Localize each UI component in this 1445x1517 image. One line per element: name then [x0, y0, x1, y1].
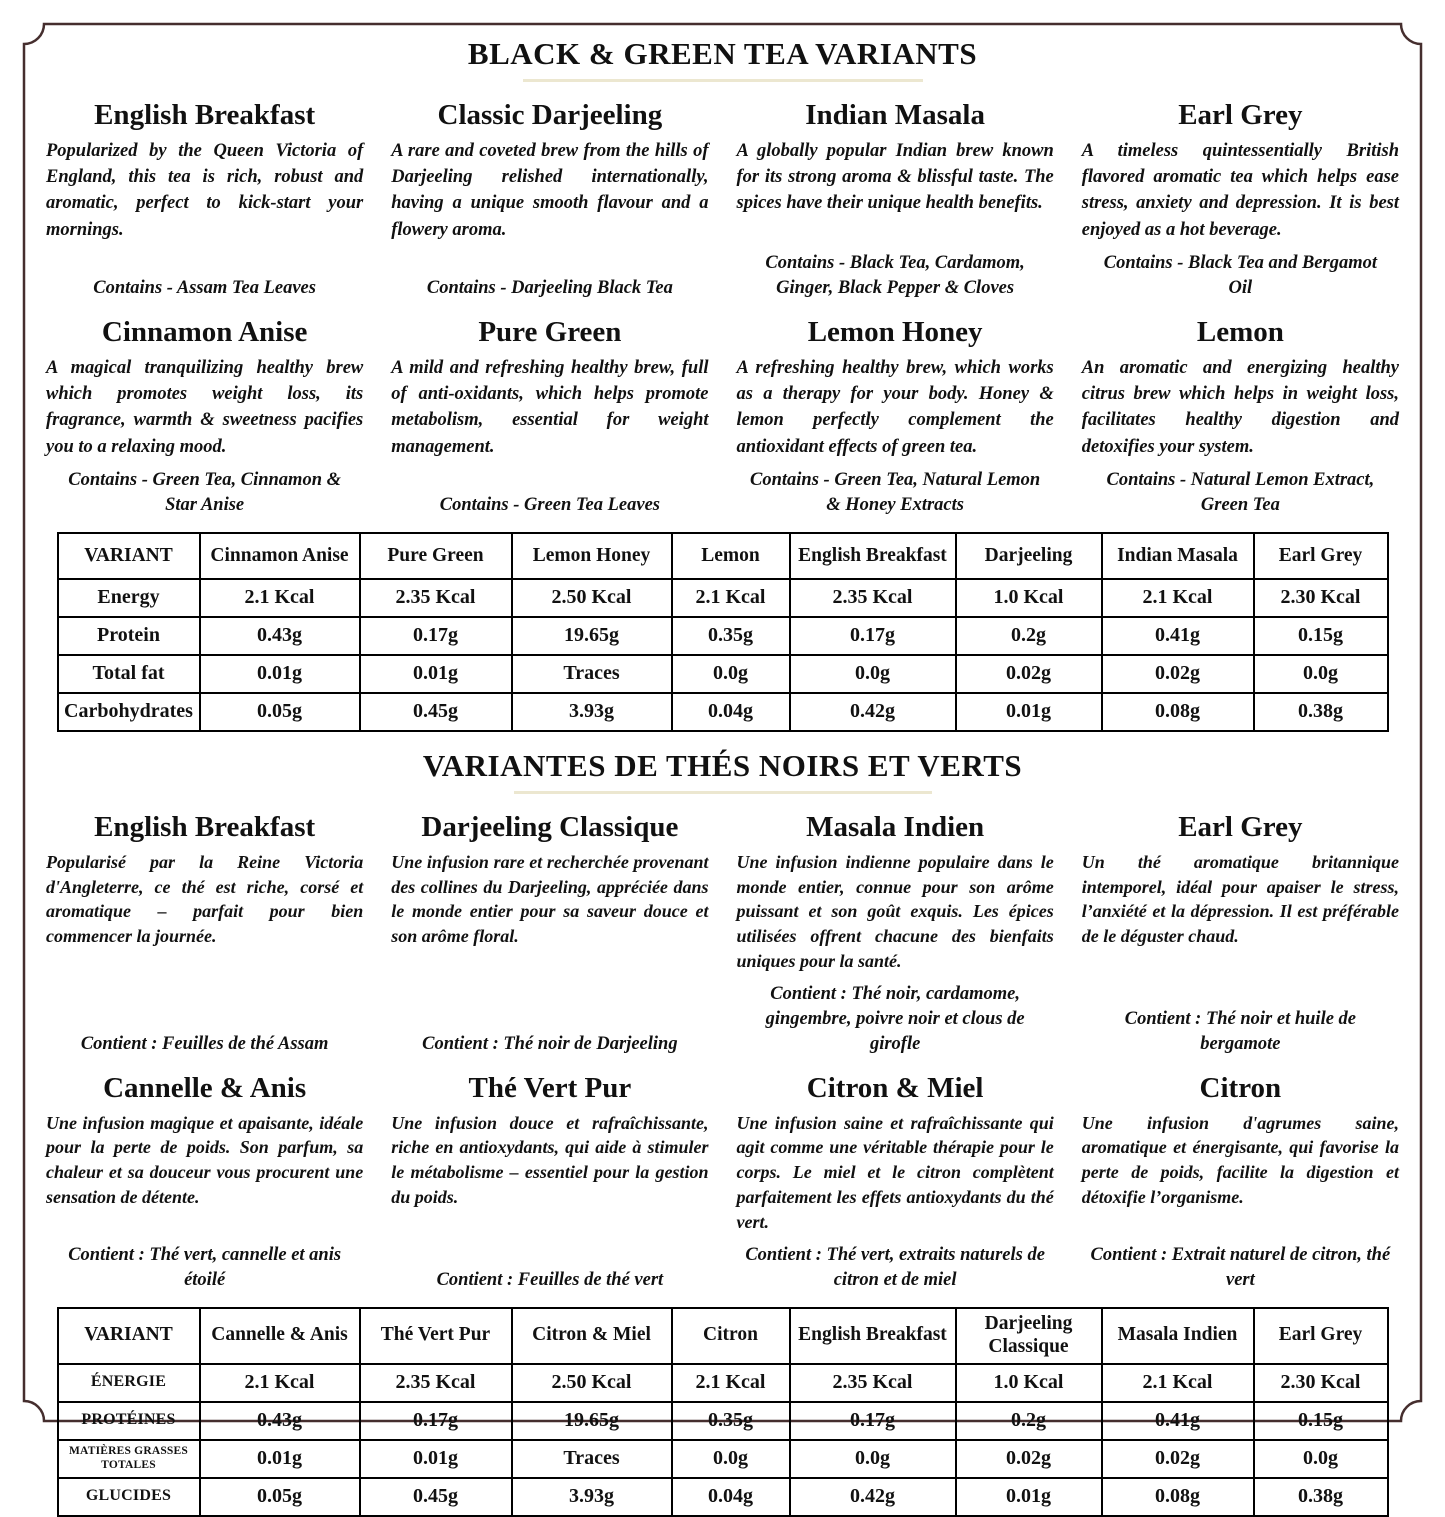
nutrition-value: 0.38g — [1254, 1478, 1388, 1516]
tea-contains: Contient : Thé vert, extraits naturels de citron et de miel — [745, 1244, 1045, 1290]
nutrition-value: 0.41g — [1102, 617, 1254, 655]
section-title-en: BLACK & GREEN TEA VARIANTS — [467, 36, 978, 71]
nutrition-value: 0.43g — [200, 1402, 360, 1440]
nutrition-value: 0.45g — [360, 1478, 512, 1516]
tea-card-cinnamon-anise — [46, 309, 363, 526]
nutrition-value: 0.17g — [360, 617, 512, 655]
tea-card-earl-grey-fr — [1082, 804, 1399, 1065]
tea-contains: Contient : Feuilles de thé Assam — [80, 1033, 329, 1054]
table-header-row — [58, 533, 1388, 579]
nutrition-value: 0.01g — [360, 1440, 512, 1478]
tea-card-classic-darjeeling — [391, 92, 708, 309]
tea-description: Popularized by the Queen Victoria of England, this tea is rich, robust and aromatic, perfect to kick-start your mornings. — [46, 140, 364, 240]
tea-description: A refreshing healthy brew, which works as a therapy for your body. Honey & lemon perfectly complement the antioxidant effects of green tea. — [736, 357, 1054, 457]
row-label: GLUCIDES — [58, 1478, 200, 1516]
tea-card-cannelle-anis — [46, 1065, 363, 1301]
nutrition-value: 0.0g — [790, 1440, 956, 1478]
tea-name: Pure Green — [478, 315, 622, 348]
tea-contains: Contains - Green Tea, Natural Lemon & Honey Extracts — [750, 469, 1041, 515]
tea-name: Cinnamon Anise — [101, 315, 308, 348]
nutrition-value: 0.0g — [790, 655, 956, 693]
nutrition-value: 0.17g — [790, 617, 956, 655]
tea-contains: Contains - Natural Lemon Extract, Green Tea — [1106, 469, 1375, 515]
tea-contains: Contains - Assam Tea Leaves — [93, 277, 316, 298]
tea-description: Popularisé par la Reine Victoria d'Angleterre, ce thé est riche, corsé et aromatique – parfait pour bien commencer la journée. — [46, 851, 364, 947]
nutrition-value: 3.93g — [512, 693, 672, 731]
nutrition-value: 0.0g — [1254, 1440, 1388, 1478]
table-header-row — [58, 1308, 1388, 1364]
nutrition-value: 2.30 Kcal — [1254, 1364, 1388, 1402]
tea-name: Thé Vert Pur — [468, 1071, 632, 1104]
column-header: Citron — [672, 1308, 790, 1364]
column-header: Lemon Honey — [512, 533, 672, 579]
section-title-fr: VARIANTES DE THÉS NOIRS ET VERTS — [422, 747, 1023, 783]
row-label: Protein — [58, 617, 200, 655]
nutrition-value: 1.0 Kcal — [956, 579, 1102, 617]
column-header: Pure Green — [360, 533, 512, 579]
column-header: Citron & Miel — [512, 1308, 672, 1364]
nutrition-value: 0.05g — [200, 693, 360, 731]
nutrition-value: 0.38g — [1254, 693, 1388, 731]
tea-card-lemon — [1082, 309, 1399, 526]
nutrition-value: 0.35g — [672, 617, 790, 655]
column-header: Cannelle & Anis — [200, 1308, 360, 1364]
table-row — [58, 1440, 1388, 1478]
nutrition-value: 2.1 Kcal — [1102, 1364, 1254, 1402]
tea-card-masala-indien — [737, 804, 1054, 1065]
title-underline — [514, 791, 932, 794]
tea-name: Earl Grey — [1178, 99, 1303, 131]
tea-description: Une infusion saine et rafraîchissante qui agit comme une véritable thérapie pour le corps. Le miel et le citron complètent parfaitement les effets antioxydants du thé vert. — [736, 1112, 1054, 1232]
tea-contains: Contient : Thé noir de Darjeeling — [422, 1033, 678, 1054]
nutrition-value: 0.04g — [672, 1478, 790, 1516]
tea-contains: Contient : Extrait naturel de citron, thé vert — [1090, 1244, 1391, 1290]
nutrition-value: Traces — [512, 1440, 672, 1478]
tea-contains: Contains - Black Tea and Bergamot Oil — [1103, 252, 1377, 298]
table-row — [58, 579, 1388, 617]
nutrition-value: 0.0g — [672, 655, 790, 693]
row-label: Carbohydrates — [58, 693, 200, 731]
tea-name: English Breakfast — [94, 810, 316, 843]
tea-grid-en — [0, 92, 1445, 526]
table-row — [58, 617, 1388, 655]
nutrition-value: 0.05g — [200, 1478, 360, 1516]
table-row — [58, 1478, 1388, 1516]
tea-contains: Contains - Green Tea, Cinnamon & Star Anise — [68, 469, 342, 515]
nutrition-value: 0.2g — [956, 1402, 1102, 1440]
nutrition-value: 0.01g — [956, 693, 1102, 731]
tea-card-citron-miel — [737, 1065, 1054, 1301]
nutrition-value: 0.42g — [790, 693, 956, 731]
column-header: Darjeeling — [956, 533, 1102, 579]
nutrition-value: 0.01g — [360, 655, 512, 693]
column-header: Indian Masala — [1102, 533, 1254, 579]
section-english — [0, 36, 1445, 732]
column-header: VARIANT — [58, 1308, 200, 1364]
nutrition-value: 0.41g — [1102, 1402, 1254, 1440]
column-header: Lemon — [672, 533, 790, 579]
tea-description: Une infusion d'agrumes saine, aromatique et énergisante, qui favorise la perte de poids, facilite la digestion et détoxifie l’organisme. — [1081, 1112, 1399, 1208]
table-row — [58, 655, 1388, 693]
column-header: Darjeeling Classique — [956, 1308, 1102, 1364]
nutrition-value: 2.30 Kcal — [1254, 579, 1388, 617]
nutrition-value: 0.17g — [790, 1402, 956, 1440]
nutrition-value: 0.02g — [1102, 1440, 1254, 1478]
tea-description: A timeless quintessentially British flavored aromatic tea which helps ease stress, anxiety and depression. It is best enjoyed as a hot beverage. — [1081, 140, 1399, 240]
tea-description: An aromatic and energizing healthy citrus brew which helps in weight loss, facilitates healthy digestion and detoxifies your system. — [1081, 357, 1399, 457]
column-header: English Breakfast — [790, 533, 956, 579]
column-header: Earl Grey — [1254, 1308, 1388, 1364]
tea-card-lemon-honey — [737, 309, 1054, 526]
tea-name: Indian Masala — [805, 99, 985, 131]
nutrition-value: 2.1 Kcal — [200, 579, 360, 617]
nutrition-value: 0.45g — [360, 693, 512, 731]
tea-name: Masala Indien — [806, 810, 985, 843]
nutrition-value: 0.01g — [200, 655, 360, 693]
tea-description: A globally popular Indian brew known for its strong aroma & blissful taste. The spices have their unique health benefits. — [736, 140, 1054, 214]
nutrition-value: 0.01g — [200, 1440, 360, 1478]
nutrition-value: 0.08g — [1102, 1478, 1254, 1516]
table-row — [58, 1364, 1388, 1402]
nutrition-value: 0.35g — [672, 1402, 790, 1440]
nutrition-value: 2.35 Kcal — [360, 1364, 512, 1402]
tea-contains: Contient : Thé noir, cardamome, gingembre, poivre noir et clous de girofle — [765, 983, 1025, 1054]
tea-description: A magical tranquilizing healthy brew which promotes weight loss, its fragrance, warmth & sweetness pacifies you to a relaxing mood. — [46, 357, 364, 457]
nutrition-value: 2.50 Kcal — [512, 1364, 672, 1402]
nutrition-value: 0.2g — [956, 617, 1102, 655]
row-label: ÉNERGIE — [58, 1364, 200, 1402]
nutrition-value: 2.35 Kcal — [790, 1364, 956, 1402]
tea-card-english-breakfast — [46, 92, 363, 309]
nutrition-value: 0.15g — [1254, 617, 1388, 655]
tea-contains: Contains - Black Tea, Cardamom, Ginger, Black Pepper & Cloves — [765, 252, 1025, 298]
nutrition-value: 2.1 Kcal — [672, 1364, 790, 1402]
row-label: PROTÉINES — [58, 1402, 200, 1440]
nutrition-value: Traces — [512, 655, 672, 693]
tea-description: A rare and coveted brew from the hills of Darjeeling relished internationally, having a unique smooth flavour and a flowery aroma. — [391, 140, 709, 240]
tea-contains: Contient : Thé vert, cannelle et anis étoilé — [68, 1244, 342, 1290]
row-label: Total fat — [58, 655, 200, 693]
tea-card-darjeeling-classique — [391, 804, 708, 1065]
column-header: Thé Vert Pur — [360, 1308, 512, 1364]
tea-grid-fr — [0, 804, 1445, 1301]
tea-name: Lemon — [1196, 315, 1284, 348]
tea-contains: Contains - Darjeeling Black Tea — [426, 277, 673, 298]
nutrition-value: 0.0g — [672, 1440, 790, 1478]
column-header: Masala Indien — [1102, 1308, 1254, 1364]
nutrition-value: 19.65g — [512, 617, 672, 655]
tea-card-the-vert-pur — [391, 1065, 708, 1301]
nutrition-value: 0.02g — [956, 655, 1102, 693]
nutrition-value: 2.1 Kcal — [672, 579, 790, 617]
nutrition-value: 1.0 Kcal — [956, 1364, 1102, 1402]
tea-description: Une infusion indienne populaire dans le monde entier, connue pour son arôme puissant et son goût exquis. Les épices utilisées offrent chacune des bienfaits uniques pour la santé. — [736, 851, 1054, 971]
tea-name: Citron — [1199, 1071, 1282, 1104]
nutrition-value: 0.42g — [790, 1478, 956, 1516]
tea-contains: Contient : Feuilles de thé vert — [436, 1269, 664, 1290]
tea-contains: Contient : Thé noir et huile de bergamote — [1124, 1008, 1357, 1054]
tea-name: English Breakfast — [94, 99, 316, 131]
column-header: VARIANT — [58, 533, 200, 579]
nutrition-value: 0.43g — [200, 617, 360, 655]
tea-name: Cannelle & Anis — [103, 1071, 307, 1104]
tea-description: Une infusion douce et rafraîchissante, riche en antioxydants, qui aide à stimuler le métabolisme – essentiel pour la gestion du poids. — [391, 1112, 709, 1208]
table-row — [58, 693, 1388, 731]
table-row — [58, 1402, 1388, 1440]
nutrition-value: 3.93g — [512, 1478, 672, 1516]
nutrition-table-en — [57, 532, 1389, 732]
nutrition-value: 0.0g — [1254, 655, 1388, 693]
nutrition-value: 2.50 Kcal — [512, 579, 672, 617]
tea-name: Citron & Miel — [806, 1071, 984, 1104]
tea-description: A mild and refreshing healthy brew, full of anti-oxidants, which helps promote metabolism, essential for weight management. — [391, 357, 709, 457]
row-label: MATIÈRES GRASSES TOTALES — [58, 1440, 200, 1478]
tea-card-english-breakfast-fr — [46, 804, 363, 1065]
tea-description: Une infusion magique et apaisante, idéale pour la perte de poids. Son parfum, sa chaleur et sa douceur vous procurent une sensation de détente. — [46, 1112, 364, 1208]
nutrition-value: 0.15g — [1254, 1402, 1388, 1440]
title-underline — [523, 79, 923, 82]
tea-description: Une infusion rare et recherchée provenant des collines du Darjeeling, appréciée dans le monde entier pour sa saveur douce et son arôme floral. — [391, 851, 709, 947]
row-label: Energy — [58, 579, 200, 617]
nutrition-value: 2.35 Kcal — [360, 579, 512, 617]
tea-name: Classic Darjeeling — [437, 99, 663, 131]
tea-description: Un thé aromatique britannique intemporel, idéal pour apaiser le stress, l’anxiété et la dépression. Il est préférable de le déguster chaud. — [1081, 851, 1399, 947]
nutrition-value: 0.08g — [1102, 693, 1254, 731]
tea-name: Darjeeling Classique — [421, 810, 679, 843]
nutrition-value: 0.02g — [1102, 655, 1254, 693]
tea-contains: Contains - Green Tea Leaves — [439, 494, 661, 515]
column-header: Cinnamon Anise — [200, 533, 360, 579]
nutrition-value: 0.02g — [956, 1440, 1102, 1478]
nutrition-value: 0.04g — [672, 693, 790, 731]
tea-card-earl-grey — [1082, 92, 1399, 309]
nutrition-value: 0.17g — [360, 1402, 512, 1440]
column-header: English Breakfast — [790, 1308, 956, 1364]
column-header: Earl Grey — [1254, 533, 1388, 579]
tea-card-citron — [1082, 1065, 1399, 1301]
section-french — [0, 748, 1445, 1517]
tea-name: Lemon Honey — [807, 315, 983, 348]
tea-card-pure-green — [391, 309, 708, 526]
nutrition-value: 19.65g — [512, 1402, 672, 1440]
tea-name: Earl Grey — [1178, 810, 1303, 843]
tea-card-indian-masala — [737, 92, 1054, 309]
nutrition-value: 2.35 Kcal — [790, 579, 956, 617]
nutrition-value: 2.1 Kcal — [200, 1364, 360, 1402]
nutrition-value: 0.01g — [956, 1478, 1102, 1516]
nutrition-table-fr — [57, 1307, 1389, 1517]
nutrition-value: 2.1 Kcal — [1102, 579, 1254, 617]
